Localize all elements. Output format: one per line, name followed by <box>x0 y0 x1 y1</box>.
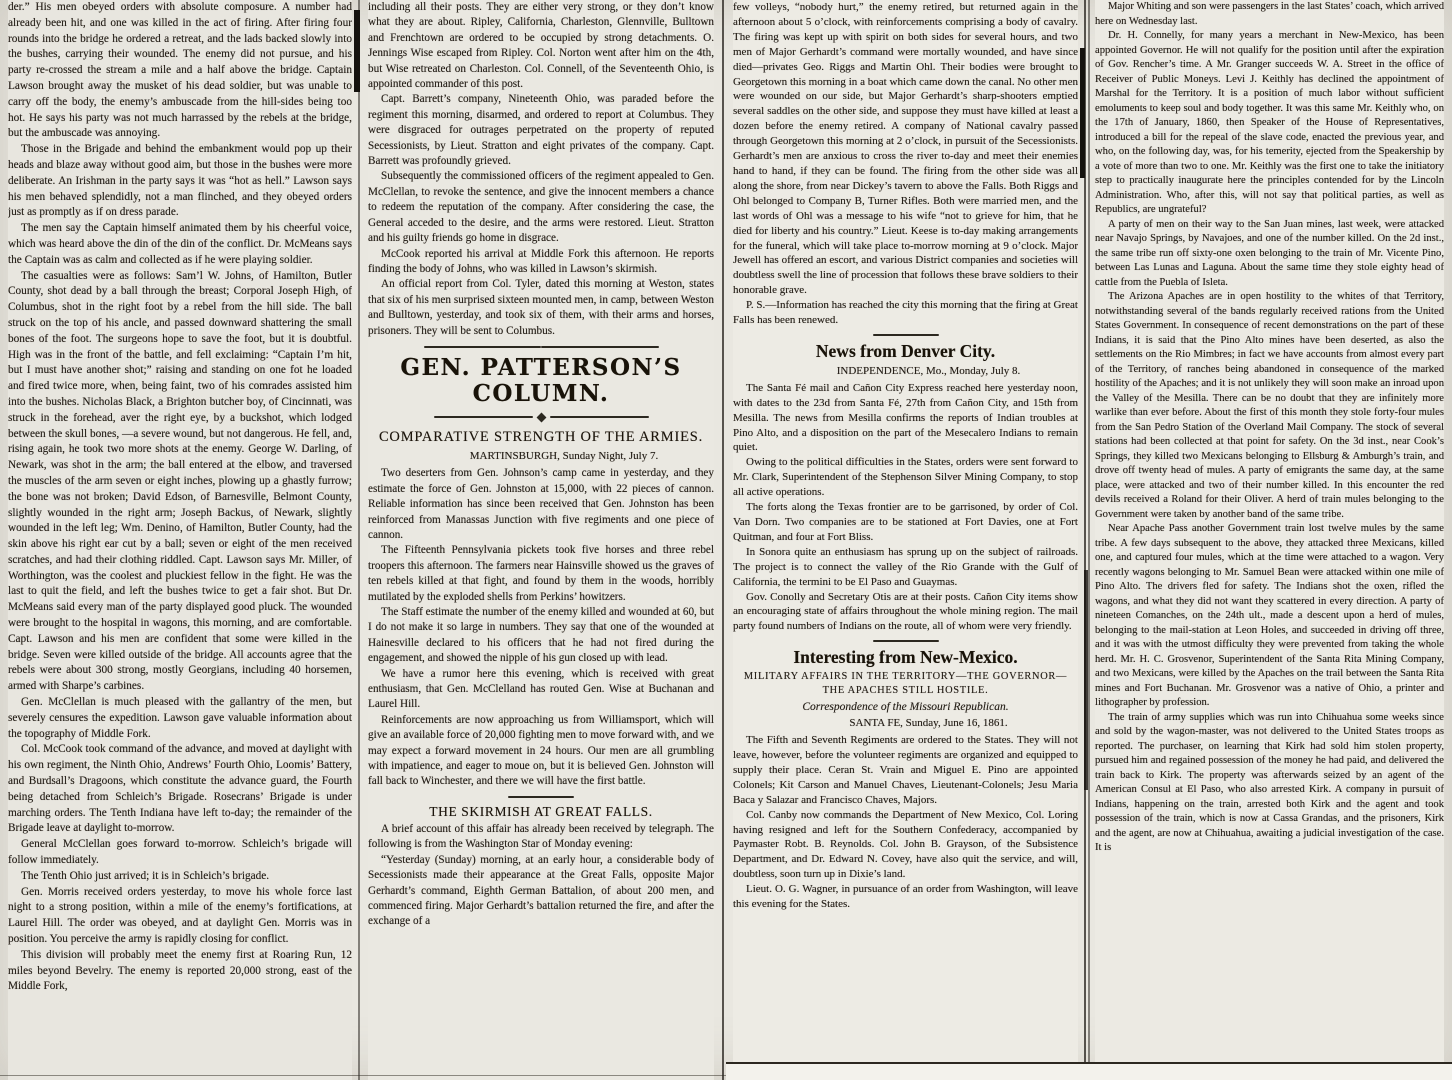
bottom-rule-right <box>726 1062 1452 1064</box>
section-headline: News from Denver City. <box>815 340 996 361</box>
section-sub-subhead: MILITARY AFFAIRS IN THE TERRITORY—THE GOVERNOR—THE APACHES STILL HOSTILE. <box>743 671 1068 697</box>
article-paragraph: Two deserters from Gen. Johnson’s camp came in yesterday, and they estimate the force of Gen. Johnston at 15,000, with 22 pieces of cannon. Reliable information has since been received that Gen. Johnston has been reinforced from Manassas Junction with five regiments and one piece of cannon. <box>368 467 714 541</box>
article-paragraph: The Arizona Apaches are in open hostility to the whites of that Territory, notwithstanding several of the bands regularly received rations from the United States Government. In consequence of recent demonstrations on the part of these Indians, it is said that the Pino Alto mines have been deserted, as also the settlements on the Rio Mimbres; in fact we have accounts from almost every part of the Territory, of ranches being abandoned in consequence of the marked hostility of the Apaches; and it is not unlikely they will soon make an inroad upon the Valley of the Mesilla. There can be no doubt that they are infinitely more warlike than ever before. About the first of this month they stole forty-four mules from the San Pedro Station of the Overland Mail Company. The stock of several stations had been collected at that point for safety. On the 3d inst., near Cook’s Springs, they killed two Mexicans belonging to Ellsburg & Amburgh’s train, and drove off twenty head of mules. A party of emigrants the same day, at the same place, were attacked and two of their number killed. In this encounter the red devils received a Roland for their Oliver. A herd of train mules belonging to the Government were taken by another band of the same tribe. <box>1095 291 1444 520</box>
article-paragraph: Gen. McClellan is much pleased with the gallantry of the men, but severely censures the expedition. Lawson gave valuable information about the topography of Middle Fork. <box>8 696 352 740</box>
article-paragraph: The Fifteenth Pennsylvania pickets took five horses and three rebel troopers this afternoon. The farmers near Hainsville showed us the graves of ten rebels killed at that fight, and found by them in the woods, horribly mutilated by the exploded shells from Perkins’ howitzers. <box>368 544 714 603</box>
article-paragraph: General McClellan goes forward to-morrow. Schleich’s brigade will follow immediately. <box>8 838 352 867</box>
article-paragraph: Capt. Barrett’s company, Nineteenth Ohio, was paraded before the regiment this morning, disarmed, and ordered to report at Columbus. They were disgraced for outrages perpetrated on the property of reputed Secessionists, by Lieut. Stratton and eight privates of the company. Capt. Barrett was profoundly grieved. <box>368 93 714 168</box>
article-paragraph: Dr. H. Connelly, for many years a merchant in New-Mexico, has been appointed Governor. He will not qualify for the position until after the expiration of Gov. Rencher’s time. A Mr. Granger succeeds W. A. Street in the office of Receiver of Public Moneys. Levi J. Keithly has declined the appointment of Marshal for the Territory. It is a position of much labor without sufficient emoluments to keep soul and body together. It was this same Mr. Keithly who, on the 17th of January, 1860, then Speaker of the House of Representatives, introduced a bill for the repeal of the slave code, enacted the previous year, and who, on the following day, was, for his temerity, ejected from the Speakership by a vote of more than two to one. Mr. Keithly was the first one to take the initiatory step to practically inaugurate here the principles contended for by the Lincoln Administration. Who, after this, will not say that political parties, as well as Republics, are ungrateful? <box>1095 30 1444 215</box>
article-paragraph: The men say the Captain himself animated them by his cheerful voice, which was heard above the din of the din of the conflict. Dr. McMeans says the Captain was as calm and collected as if he were playing soldier. <box>8 222 352 266</box>
article-paragraph: The Staff estimate the number of the enemy killed and wounded at 60, but I do not make it so large in numbers. They say that one of the wounded at Hainesville declared to his officers that he had not fired during the engagement, and showed the nipple of his gun closed up with lead. <box>368 606 714 665</box>
scan-artifact-bar-3 <box>1084 570 1088 790</box>
article-paragraph: The train of army supplies which was run into Chihuahua some weeks since and sold by the wagon-master, was not delivered to the United States troops as reported. The purchaser, on learning that Kirk had sold him stolen property, pursued him and regained possession of the money he had paid, and delivered the train back to Kirk. The property was afterwards seized by an agent of the American Consul at El Paso, who also arrested Kirk. A company in pursuit of Indians, happening on the train, arrested both Kirk and the agent and took possession of the train, which is now at Cassa Grandas, and the prisoners, Kirk and the agent, are now at Chihuahua, awaiting a judicial investigation of the case. It is <box>1095 711 1444 853</box>
section-headline: Interesting from New-Mexico. <box>793 647 1018 668</box>
article-paragraph: McCook reported his arrival at Middle Fork this afternoon. He reports finding the body of Johns, who was killed in Lawson’s skirmish. <box>368 247 714 275</box>
dateline: SANTA FE, Sunday, June 16, 1861. <box>849 717 1008 730</box>
scan-artifact-bar-1 <box>354 10 360 92</box>
column-divider-rule-1 <box>358 0 360 1080</box>
article-paragraph: A brief account of this affair has already been received by telegraph. The following is from the Washington Star of Monday evening: <box>368 822 714 851</box>
newspaper-column-3 <box>733 0 1078 1080</box>
article-paragraph: Gov. Conolly and Secretary Otis are at their posts. Cañon City items show an encouraging state of affairs throughout the whole mining region. The mail party found numbers of Indians on the route, all of whom were very friendly. <box>733 590 1078 633</box>
newspaper-column-1 <box>8 0 352 1080</box>
article-paragraph: The casualties were as follows: Sam’l W. Johns, of Hamilton, Butler County, shot dead by a ball through the breast; Corporal Joseph High, of Columbus, shot in the right foot by a rebel from the hill side. The ball struck on the top of his ancle, and passed downward shattering the small bones of the foot. The surgeons hope to save the foot, but it is doubtful. High was in the front of the battle, and fell exclaiming: “Captain I’m hit, but I must have another shot;” raising and standing on one fot he loaded and fired twice more, when, being faint, two of his comrades assisted him into the bushes. Nicholas Black, a Brighton butcher boy, of Cincinnati, was struck in the forehead, aver the right eye, by a buckshot, which lodged between the skull bones, —a severe wound, but not dangerous. He fell, and, rising again, he took two more shots at the enemy. George W. Darling, of Newark, was shot in the arm; the ball entered at the elbow, and traversed the muscles of the arm seven or eight inches, plowing up a ghastly furrow; the bone was not broken; David Edson, of Barnesville, Belmont County, slightly wounded in the right arm; Joseph Backus, of Newark, slightly wounded in the left leg; Wm. Denino, of Hamilton, Butler County, had the skin above his right ear cut by a ball; seven or eight of the men received scratches, and had their clothing riddled. Capt. Lawson says Mr. Miller, of Worthington, was the coolest and pluckiest fellow in the fight. He was the last to quit the field, and left the bushes twice to get a fair shot. But Dr. McMeans said every man of the party displayed good pluck. The wounded were brought to the hospital in wagons, this morning, and are comfortable. Capt. Lawson and his men are confident that some were killed in the bridge. Seven were killed outside of the bridge. All accounts agree that the rebels were about 300 strong, mostly Georgians, including 40 horsemen, armed with Sharpe’s carbines. <box>8 269 352 693</box>
ornament-line <box>434 416 533 418</box>
newspaper-column-2 <box>368 0 714 1080</box>
article-paragraph: The forts along the Texas frontier are to be garrisoned, by order of Col. Van Dorn. Two companies are to be stationed at Fort Davies, one at Fort Quitman, and four at Fort Bliss. <box>733 501 1078 543</box>
article-paragraph: Lieut. O. G. Wagner, in pursuance of an order from Washington, will leave this evening for the States. <box>733 883 1078 911</box>
divider-rule <box>873 640 939 642</box>
article-paragraph-continuation: few volleys, “nobody hurt,” the enemy retired, but returned again in the afternoon about 5 o’clock, with reinforcements comprising a body of cavalry. The firing was kept up with spirit on both sides for several hours, and two men of Major Gerhardt’s command were mortally wounded, and have since died—privates Geo. Riggs and Martin Ohl. Their bodies were brought to Georgetown this morning in a boat which came down the canal. No other men were wounded on our side, but Major Gerhardt’s sharp-shooters emptied several saddles on the other side, and suppose they must have killed at least a dozen before the enemy retired. A company of National cavalry passed through Georgetown this morning at 2 o’clock, in pursuit of the Secessionists. Gerhardt’s men are anxious to cross the river to-day and meet their enemies hand to hand, if they can be found. The firing from the other side was all along the shore, from near Dickey’s tavern to above the Falls. Both Riggs and Ohl belonged to Company B, Turner Rifles. Both were married men, and the last words of Ohl was a message to his wife “not to grieve for him, that he died for liberty and his country.” Lieut. Keese is to-day making arrangements for the funeral, which will take place to-morrow morning at 9 o’clock. Major Jewell has offered an escort, and various District companies and societies will doubtless swell the line of procession that follows these brave soldiers to their honorable grave. <box>733 1 1078 297</box>
article-paragraph: Gen. Morris received orders yesterday, to move his whole force last night to a strong position, within a mile of the enemy’s fortifications, at Laurel Hill. The order was obeyed, and at daylight Gen. Morris was in position. You perceive the army is rapidly closing for conflict. <box>8 885 352 946</box>
article-paragraph-continuation: including all their posts. They are either very strong, or they don’t know what they are about. Ripley, California, Charleston, Glennville, Bulltown and Frenchtown are ordered to be occupied by strong detachments. O. Jennings Wise escaped from Ripley. Col. Norton went after him on the 4th, but Wise retreated on Charleston. Col. Connell, of the Seventeenth Ohio, is appointed commander of this post. <box>368 1 714 91</box>
article-paragraph: In Sonora quite an enthusiasm has sprung up on the subject of railroads. The project is to connect the valley of the Rio Grande with the Gulf of California, the termini to be El Paso and Guaymas. <box>733 545 1078 588</box>
article-paragraph: Near Apache Pass another Government train lost twelve mules by the same tribe. A few days subsequent to the above, they attacked three Mexicans, killed one, and captured four mules, which at the time were attached to a wagon. Very recently wagons belonging to Mr. Samuel Bean were attacked within one mile of Pino Alto. The drivers fled for safety. The Indians shot the oxen, rifled the wagons, and what they did not want they scattered in every direction. A party of nineteen Comanches, on the 24th ult., made a descent upon a herd of mules, belonging to the mail-station at Leon Holes, and succeeded in driving off three, and it was with the utmost difficulty they were prevented from taking the whole herd. Mr. H. C. Grosvenor, Superintendent of the Santa Rita Mining Company, and two Mexicans, were killed by the Apaches on the trail between the Santa Rita mines and Fort Buchanan. Mr. Grosvenor was a native of Ohio, a printer and lithographer by profession. <box>1095 523 1444 708</box>
column-divider-rule-2 <box>722 0 724 1080</box>
scan-artifact-bar-2 <box>1080 48 1085 178</box>
divider-rule <box>508 796 574 798</box>
article-paragraph: The Fifth and Seventh Regiments are ordered to the States. They will not leave, however, before the volunteer regiments are organized and equipped to supply their place. Ceran St. Vrain and Miguel E. Pino are appointed Colonels; Kit Carson and Manuel Chaves, Lieutenant-Colonels; Jesu Maria Baca y Salazar and Francisco Chaves, Majors. <box>733 734 1078 806</box>
article-paragraph: The Santa Fé mail and Cañon City Express reached here yesterday noon, with dates to the 23d from Santa Fé, 27th from Cañon City, and 15th from Mesilla. The news from Mesilla confirms the reports of Indian troubles at Pino Alto, and a disposition on the part of the Mesecalero Indians to remain quiet. <box>733 381 1078 454</box>
article-paragraph: We have a rumor here this evening, which is received with great enthusiasm, that Gen. McClelland has routed Gen. Wise at Buchanan and Laurel Hill. <box>368 667 714 711</box>
article-paragraph: Col. Canby now commands the Department of New Mexico, Col. Loring having resigned and left for the Southern Confederacy, accompanied by Paymaster Robt. B. Reynolds. Col. John B. Grayson, of the Subsistence Department, and Dr. Edward N. Covey, have also quit the service, and will, doubtless, soon turn up in Dixie’s land. <box>733 808 1078 881</box>
divider-ornament <box>434 414 649 421</box>
article-paragraph: Owing to the political difficulties in the States, orders were sent forward to Mr. Clark, Superintendent of the Stephenson Silver Mining Company, to stop all active operations. <box>733 456 1078 499</box>
bottom-rule-left <box>0 1075 726 1076</box>
newspaper-column-4 <box>1095 0 1444 1080</box>
article-paragraph: Reinforcements are now approaching us from Williamsport, which will give an available force of 20,000 fighting men to move forward with, and we may expect a forward movement in 24 hours. Our men are all grumbling with impatience, and eager to moue on, but it is believed Gen. Johnston will fall back to Winchester, and there we will have the first battle. <box>368 713 714 788</box>
article-paragraph: A party of men on their way to the San Juan mines, last week, were attacked near Navajo Springs, by Navajoes, and one of the number killed. On the 2d inst., the same tribe run off sixty-one oxen belonging to the train of Mr. Vicente Pino, between Las Lunas and Laguna. About the same time they stole eighty head of cattle from the Puebla of Isleta. <box>1095 218 1444 288</box>
article-paragraph: Major Whiting and son were passengers in the last States’ coach, which arrived here on Wednesday last. <box>1095 1 1444 27</box>
article-paragraph: Col. McCook took command of the advance, and moved at daylight with his own regiment, the Ninth Ohio, Andrews’ Fourth Ohio, Loomis’ Battery, and Burdsall’s Dragoons, which constitute the advance guard, the Fourth being detached from Schleich’s Brigade. Rosecrans’ Brigade is under marching orders. The Tenth Indiana have left to-day; the remainder of the Brigade leave at daylight to-morrow. <box>8 743 352 835</box>
divider-ornament <box>424 346 659 348</box>
article-paragraph: P. S.—Information has reached the city this morning that the firing at Great Falls has been renewed. <box>733 299 1078 327</box>
article-paragraph: The Tenth Ohio just arrived; it is in Schleich’s brigade. <box>21 869 270 882</box>
column-divider-rule-3b <box>1088 0 1090 1080</box>
dateline: INDEPENDENCE, Mo., Monday, July 8. <box>836 364 1021 377</box>
dateline: MARTINSBURGH, Sunday Night, July 7. <box>469 449 659 462</box>
ornament-line <box>424 346 542 348</box>
article-paragraph: An official report from Col. Tyler, dated this morning at Weston, states that six of his men surprised sixteen mounted men, in camp, between Weston and Bulltown, yesterday, and took six of them, with their arms and horses, prisoners. They will be sent to Columbus. <box>368 278 714 337</box>
section-subhead: THE SKIRMISH AT GREAT FALLS. <box>429 803 653 819</box>
diamond-ornament-icon <box>536 412 546 422</box>
article-paragraph-continuation: der.” His men obeyed orders with absolute composure. A number had already been hit, and one was killed in the act of firing. After firing four rounds into the bridge he ordered a retreat, and the lads backed slowly into the bushes, carrying their wounded. The enemy did not pursue, and his party re-crossed the stream a mile and a half above the bridge. Captain Lawson brought away the musket of his dead soldier, but was unable to carry off the body, the enemy’s ambuscade from the hill-sides being too hot. He says his party was not much harrassed by the rebels at the bridge, but the ambuscade was annoying. <box>8 1 352 140</box>
ornament-line <box>550 416 649 418</box>
article-paragraph: Subsequently the commissioned officers of the regiment appealed to Gen. McClellan, to revoke the sentence, and give the innocent members a chance to redeem the reputation of the company. After considering the case, the General acceded to the desire, and the arms were restored. Lieut. Stratton and his guilty friends go home in disgrace. <box>368 170 714 245</box>
article-paragraph: “Yesterday (Sunday) morning, at an early hour, a considerable body of Secessionists made their appearance at the Great Falls, opposite Major Gerhardt’s command, Eighth German Battalion, of about 200 men, and commenced firing. Major Gerhardt’s battalion returned the fire, and after the exchange of a <box>368 853 714 928</box>
section-headline: GEN. PATTERSON’S COLUMN. <box>400 353 682 407</box>
divider-rule <box>873 334 939 336</box>
paper-bottom-edge <box>726 1064 1452 1080</box>
correspondent-credit: Correspondence of the Missouri Republican. <box>802 701 1009 714</box>
article-paragraph: This division will probably meet the enemy first at Roaring Run, 12 miles beyond Bevelry. The enemy is reported 20,000 strong, east of the Middle Fork, <box>8 948 352 993</box>
ornament-line <box>541 346 659 348</box>
section-subhead: COMPARATIVE STRENGTH OF THE ARMIES. <box>378 428 704 445</box>
article-paragraph: Those in the Brigade and behind the embankment would pop up their heads and blaze away without good aim, but those in the bushes were more deliberate. An Irishman in the party says it was “hot as hell.” Lawson says his men behaved splendidly, not a man flinched, and they obeyed orders just as promptly as if on dress parade. <box>8 143 352 219</box>
